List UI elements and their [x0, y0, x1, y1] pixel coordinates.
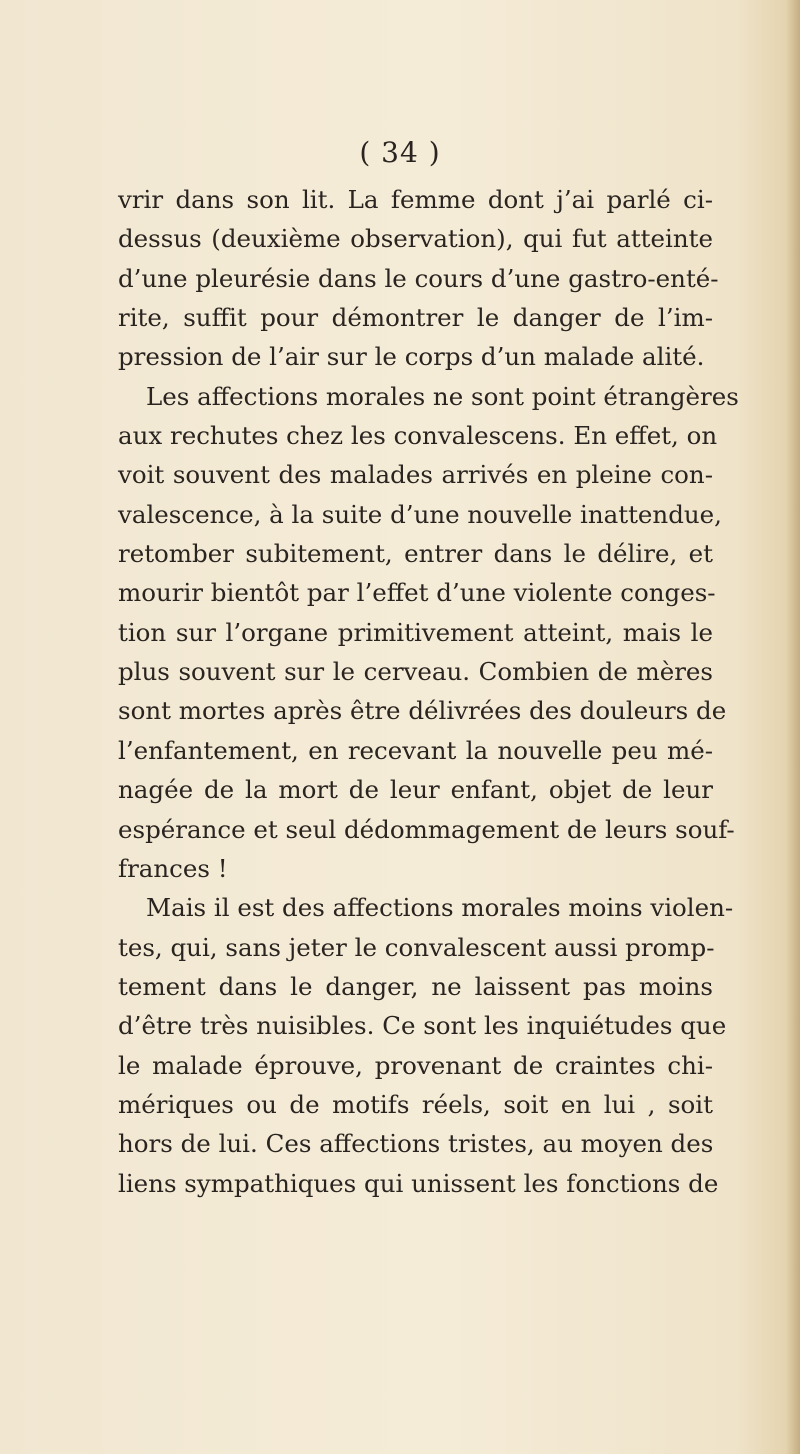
text-line: voit souvent des malades arrivés en pleine con- — [118, 460, 713, 490]
text-line: dessus (deuxième observation), qui fut atteinte — [118, 224, 713, 254]
text-line: tement dans le danger, ne laissent pas moins — [118, 971, 713, 1001]
text-line: d’une pleurésie dans le cours d’une gastro-enté- — [118, 263, 719, 293]
text-line: l’enfantement, en recevant la nouvelle peu mé- — [118, 735, 713, 765]
text-line: retomber subitement, entrer dans le délire, et — [118, 539, 713, 569]
text-line: Les affections morales ne sont point étrangères — [146, 381, 739, 411]
text-line: hors de lui. Ces affections tristes, au moyen des — [118, 1129, 714, 1159]
text-line: Mais il est des affections morales moins violen- — [146, 893, 734, 923]
text-line: mériques ou de motifs réels, soit en lui , soit — [118, 1089, 713, 1119]
page-number: ( 34 ) — [359, 136, 441, 169]
body-text — [118, 180, 739, 1203]
text-line: le malade éprouve, provenant de craintes chi- — [118, 1050, 713, 1080]
text-line: rite, suffit pour démontrer le danger de l’im- — [118, 303, 713, 333]
text-line: valescence, à la suite d’une nouvelle inattendue, — [118, 499, 722, 529]
page-edge-shadow — [786, 0, 800, 1454]
text-line: nagée de la mort de leur enfant, objet de leur — [118, 775, 713, 805]
text-line: mourir bientôt par l’effet d’une violente conges- — [118, 578, 716, 608]
text-line: plus souvent sur le cerveau. Combien de mères — [118, 657, 713, 687]
text-line: d’être très nuisibles. Ce sont les inquiétudes que — [118, 1011, 727, 1041]
text-line: aux rechutes chez les convalescens. En effet, on — [118, 421, 718, 451]
text-line: vrir dans son lit. La femme dont j’ai parlé ci- — [118, 185, 713, 214]
text-line: frances ! — [118, 853, 228, 883]
text-line: tes, qui, sans jeter le convalescent aussi promp- — [118, 932, 715, 962]
text-line: pression de l’air sur le corps d’un malade alité. — [118, 342, 705, 372]
text-line: liens sympathiques qui unissent les fonctions de — [118, 1168, 719, 1198]
text-line: espérance et seul dédommagement de leurs souf- — [118, 814, 735, 844]
text-line: tion sur l’organe primitivement atteint, mais le — [118, 617, 713, 647]
text-line: sont mortes après être délivrées des douleurs de — [118, 696, 727, 726]
